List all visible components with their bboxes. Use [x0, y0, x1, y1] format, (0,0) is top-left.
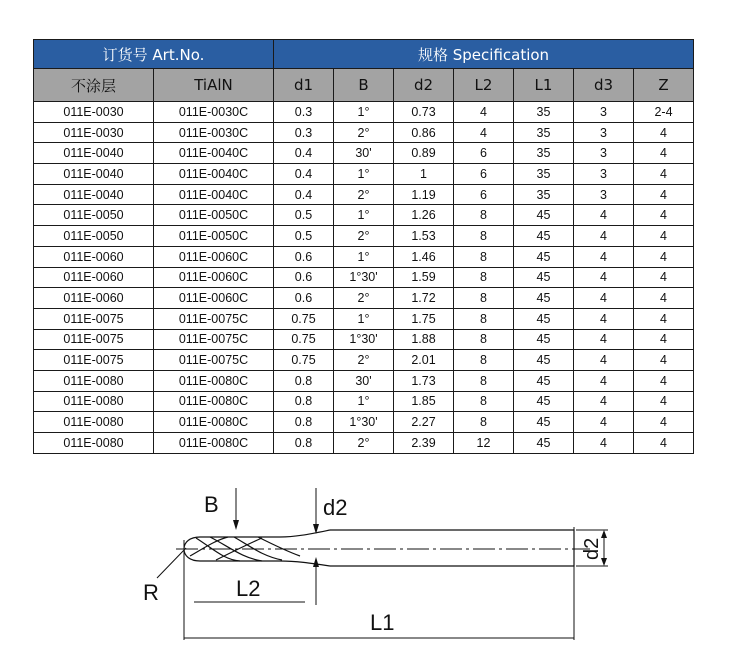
table-cell: 0.6	[274, 288, 334, 309]
table-cell: 8	[454, 288, 514, 309]
column-header: L2	[454, 69, 514, 102]
table-cell: 011E-0030C	[154, 102, 274, 123]
table-cell: 45	[514, 433, 574, 454]
table-cell: 45	[514, 370, 574, 391]
table-cell: 35	[514, 143, 574, 164]
table-cell: 4	[574, 391, 634, 412]
table-cell: 1°	[334, 308, 394, 329]
table-row	[34, 370, 694, 391]
table-cell: 0.3	[274, 122, 334, 143]
table-cell: 1°30'	[334, 329, 394, 350]
table-row	[34, 184, 694, 205]
table-cell: 8	[454, 308, 514, 329]
table-cell: 35	[514, 122, 574, 143]
table-cell: 4	[574, 433, 634, 454]
table-cell: 011E-0075C	[154, 329, 274, 350]
table-row	[34, 329, 694, 350]
table-cell: 4	[634, 433, 694, 454]
table-row	[34, 267, 694, 288]
table-cell: 0.8	[274, 433, 334, 454]
table-cell: 2-4	[634, 102, 694, 123]
table-cell: 2°	[334, 226, 394, 247]
table-cell: 4	[634, 370, 694, 391]
table-cell: 1°	[334, 164, 394, 185]
table-cell: 12	[454, 433, 514, 454]
table-cell: 4	[634, 391, 694, 412]
table-cell: 4	[634, 329, 694, 350]
table-cell: 1°	[334, 391, 394, 412]
table-cell: 45	[514, 308, 574, 329]
table-cell: 1.75	[394, 308, 454, 329]
table-cell: 011E-0040C	[154, 164, 274, 185]
table-cell: 1.19	[394, 184, 454, 205]
table-cell: 0.75	[274, 308, 334, 329]
table-row	[34, 164, 694, 185]
column-header: B	[334, 69, 394, 102]
table-cell: 4	[574, 205, 634, 226]
table-cell: 0.8	[274, 391, 334, 412]
table-row	[34, 288, 694, 309]
table-cell: 011E-0080	[34, 391, 154, 412]
table-cell: 4	[634, 308, 694, 329]
table-cell: 30'	[334, 370, 394, 391]
table-cell: 35	[514, 164, 574, 185]
table-cell: 011E-0030	[34, 102, 154, 123]
table-cell: 4	[634, 226, 694, 247]
table-cell: 4	[574, 267, 634, 288]
table-cell: 011E-0030	[34, 122, 154, 143]
table-cell: 4	[574, 226, 634, 247]
table-row	[34, 143, 694, 164]
table-cell: 0.75	[274, 329, 334, 350]
table-cell: 2.27	[394, 412, 454, 433]
table-cell: 011E-0040	[34, 164, 154, 185]
specification-table	[33, 39, 694, 454]
table-cell: 011E-0040C	[154, 143, 274, 164]
table-cell: 011E-0050C	[154, 226, 274, 247]
table-cell: 0.5	[274, 205, 334, 226]
table-cell: 4	[574, 370, 634, 391]
table-cell: 45	[514, 329, 574, 350]
table-cell: 6	[454, 143, 514, 164]
table-cell: 1°	[334, 205, 394, 226]
table-row	[34, 102, 694, 123]
table-cell: 011E-0040	[34, 184, 154, 205]
table-cell: 8	[454, 391, 514, 412]
table-row	[34, 391, 694, 412]
table-cell: 2°	[334, 350, 394, 371]
table-cell: 011E-0080C	[154, 412, 274, 433]
table-body	[34, 102, 694, 454]
table-cell: 45	[514, 391, 574, 412]
table-cell: 011E-0080C	[154, 391, 274, 412]
table-cell: 3	[574, 102, 634, 123]
table-cell: 011E-0075	[34, 308, 154, 329]
table-cell: 35	[514, 184, 574, 205]
table-cell: 011E-0080	[34, 412, 154, 433]
table-cell: 011E-0050C	[154, 205, 274, 226]
label-d2: d2	[323, 495, 348, 520]
table-cell: 1.72	[394, 288, 454, 309]
table-cell: 0.5	[274, 226, 334, 247]
table-cell: 2.39	[394, 433, 454, 454]
table-cell: 3	[574, 164, 634, 185]
table-cell: 011E-0080C	[154, 433, 274, 454]
table-cell: 4	[454, 122, 514, 143]
table-cell: 4	[634, 143, 694, 164]
group-header-row	[34, 40, 694, 69]
table-cell: 011E-0060C	[154, 288, 274, 309]
column-header: d1	[274, 69, 334, 102]
table-cell: 011E-0075C	[154, 350, 274, 371]
table-cell: 4	[454, 102, 514, 123]
table-cell: 1°30'	[334, 267, 394, 288]
table-cell: 0.73	[394, 102, 454, 123]
table-cell: 011E-0060C	[154, 267, 274, 288]
table-cell: 0.4	[274, 143, 334, 164]
table-row	[34, 226, 694, 247]
table-cell: 1.88	[394, 329, 454, 350]
table-cell: 0.6	[274, 267, 334, 288]
label-d2-right: d2	[581, 537, 603, 560]
label-r: R	[143, 580, 159, 605]
table-cell: 3	[574, 184, 634, 205]
table-cell: 3	[574, 122, 634, 143]
table-cell: 0.8	[274, 412, 334, 433]
table-cell: 1.73	[394, 370, 454, 391]
table-cell: 1.53	[394, 226, 454, 247]
table-row	[34, 308, 694, 329]
table-cell: 45	[514, 267, 574, 288]
table-cell: 8	[454, 350, 514, 371]
table-cell: 4	[634, 205, 694, 226]
label-l1: L1	[370, 610, 395, 635]
table-cell: 011E-0075	[34, 350, 154, 371]
table-cell: 0.6	[274, 246, 334, 267]
table-row	[34, 205, 694, 226]
column-header: d2	[394, 69, 454, 102]
table-cell: 011E-0075	[34, 329, 154, 350]
table-cell: 011E-0060C	[154, 246, 274, 267]
table-cell: 45	[514, 412, 574, 433]
table-cell: 45	[514, 288, 574, 309]
table-cell: 45	[514, 205, 574, 226]
table-cell: 0.4	[274, 184, 334, 205]
table-cell: 4	[634, 246, 694, 267]
table-row	[34, 412, 694, 433]
table-cell: 4	[574, 350, 634, 371]
table-cell: 0.4	[274, 164, 334, 185]
table-cell: 1.46	[394, 246, 454, 267]
table-cell: 0.75	[274, 350, 334, 371]
table-cell: 4	[634, 122, 694, 143]
table-cell: 011E-0060	[34, 246, 154, 267]
table-cell: 4	[574, 412, 634, 433]
table-cell: 1.59	[394, 267, 454, 288]
label-l2: L2	[236, 576, 261, 601]
table-cell: 4	[634, 350, 694, 371]
table-cell: 1.26	[394, 205, 454, 226]
art-no-group-header: 订货号 Art.No.	[34, 40, 274, 69]
table-cell: 45	[514, 246, 574, 267]
table-cell: 2°	[334, 122, 394, 143]
table-cell: 8	[454, 246, 514, 267]
table-cell: 3	[574, 143, 634, 164]
table-cell: 8	[454, 370, 514, 391]
table-row	[34, 122, 694, 143]
table-cell: 1°	[334, 102, 394, 123]
table-cell: 011E-0060	[34, 267, 154, 288]
table-cell: 011E-0040C	[154, 184, 274, 205]
table-cell: 4	[634, 288, 694, 309]
label-b: B	[204, 492, 219, 517]
table-cell: 2°	[334, 184, 394, 205]
column-header: L1	[514, 69, 574, 102]
column-header: TiAlN	[154, 69, 274, 102]
table-cell: 0.86	[394, 122, 454, 143]
table-row	[34, 433, 694, 454]
tool-body	[176, 530, 590, 566]
table-cell: 0.3	[274, 102, 334, 123]
table-row	[34, 246, 694, 267]
table-cell: 4	[634, 267, 694, 288]
table-cell: 30'	[334, 143, 394, 164]
table-cell: 4	[634, 412, 694, 433]
table-cell: 4	[574, 246, 634, 267]
table-cell: 4	[634, 184, 694, 205]
table-cell: 8	[454, 412, 514, 433]
column-header: Z	[634, 69, 694, 102]
column-header-row	[34, 69, 694, 102]
table-cell: 45	[514, 350, 574, 371]
table-cell: 45	[514, 226, 574, 247]
table-cell: 35	[514, 102, 574, 123]
table-cell: 011E-0030C	[154, 122, 274, 143]
table-cell: 2.01	[394, 350, 454, 371]
table-cell: 011E-0050	[34, 226, 154, 247]
table-cell: 011E-0075C	[154, 308, 274, 329]
table-row	[34, 350, 694, 371]
table-cell: 4	[574, 308, 634, 329]
column-header: d3	[574, 69, 634, 102]
table-cell: 1.85	[394, 391, 454, 412]
table-cell: 4	[574, 329, 634, 350]
table-cell: 0.8	[274, 370, 334, 391]
table-cell: 8	[454, 205, 514, 226]
table-cell: 6	[454, 184, 514, 205]
table-cell: 011E-0080	[34, 370, 154, 391]
table-cell: 8	[454, 226, 514, 247]
table-cell: 8	[454, 329, 514, 350]
table-cell: 4	[574, 288, 634, 309]
table-cell: 011E-0060	[34, 288, 154, 309]
table-cell: 2°	[334, 433, 394, 454]
table-cell: 8	[454, 267, 514, 288]
table-cell: 011E-0050	[34, 205, 154, 226]
table-cell: 1°	[334, 246, 394, 267]
table-cell: 2°	[334, 288, 394, 309]
table-cell: 011E-0040	[34, 143, 154, 164]
table-cell: 1°30'	[334, 412, 394, 433]
table-cell: 1	[394, 164, 454, 185]
specification-group-header: 规格 Specification	[274, 40, 694, 69]
table-cell: 0.89	[394, 143, 454, 164]
table-cell: 011E-0080	[34, 433, 154, 454]
table-cell: 6	[454, 164, 514, 185]
end-mill-diagram	[0, 470, 730, 655]
column-header: 不涂层	[34, 69, 154, 102]
table-cell: 011E-0080C	[154, 370, 274, 391]
table-cell: 4	[634, 164, 694, 185]
